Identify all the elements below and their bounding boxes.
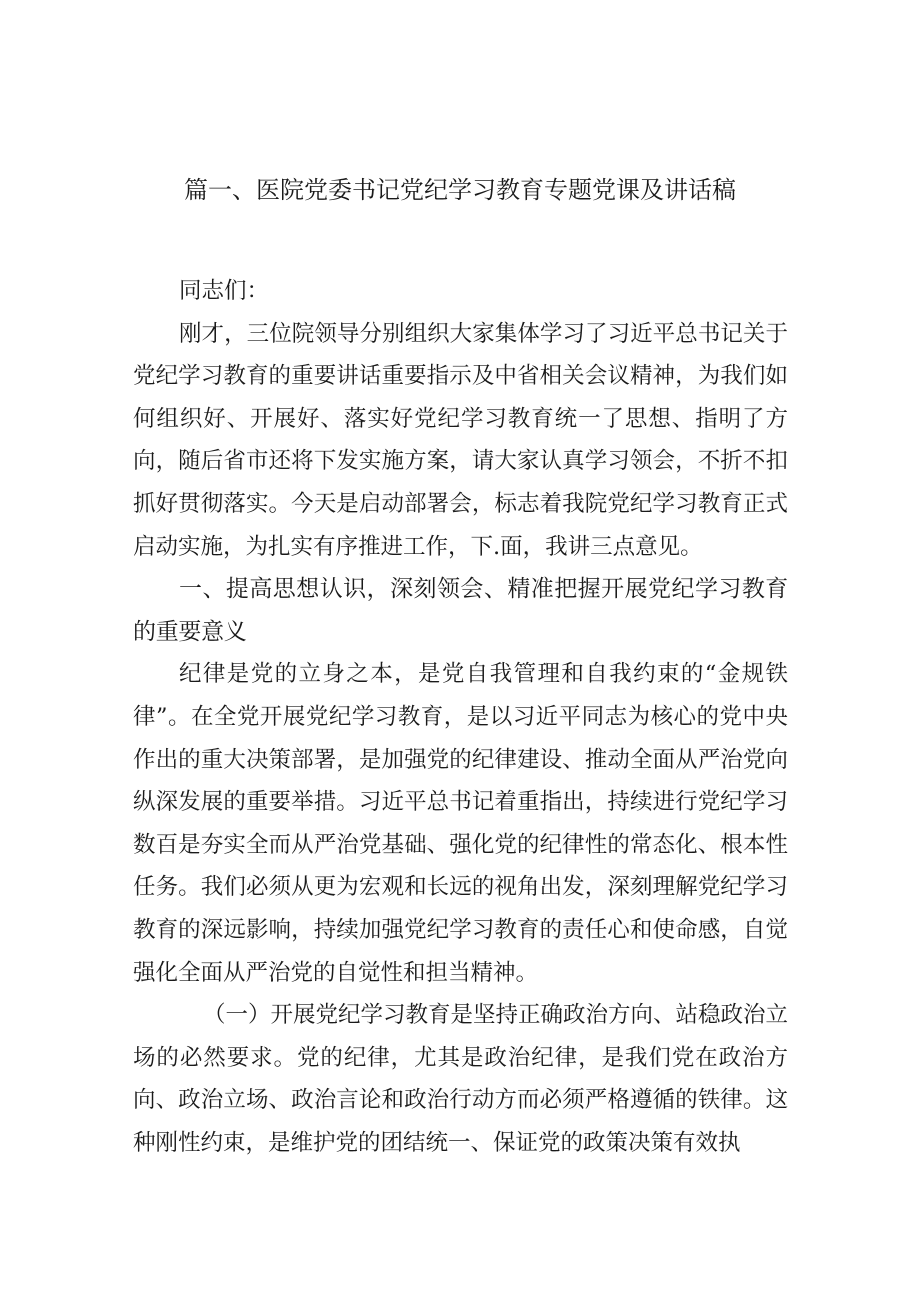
document-body	[133, 270, 788, 1164]
paragraph-opening: 刚才，三位院领导分别组织大家集体学习了习近平总书记关于党纪学习教育的重要讲话重要指示及中省相关会议精神，为我们如何组织好、开展好、落实好党纪学习教育统一了思想、指明了方向，随后省市还将下发实施方案，请大家认真学习领会，不折不扣抓好贯彻落实。今天是启动部署会，标志着我院党纪学习教育正式启动实施，为扎实有序推进工作，下.面，我讲三点意见。	[133, 320, 788, 560]
document-title: 篇一、医院党委书记党纪学习教育专题党课及讲话稿	[184, 176, 736, 204]
section-heading-1: 一、提高思想认识，深刻领会、精准把握开展党纪学习教育的重要意义	[133, 576, 788, 645]
paragraph-subsection-1: （一）开展党纪学习教育是坚持正确政治方向、站稳政治立场的必然要求。党的纪律，尤其是政治纪律，是我们党在政治方向、政治立场、政治言论和政治行动方而必须严格遵循的铁律。这种刚性约束，是维护党的团结统一、保证党的政策决策有效执	[133, 1002, 789, 1156]
salutation: 同志们：	[179, 278, 270, 304]
paragraph-discipline: 纪律是党的立身之本，是党自我管理和自我约束的“金规铁律”。在全党开展党纪学习教育，是以习近平同志为核心的党中央作出的重大决策部署，是加强党的纪律建设、推动全面从严治党向纵深发展的重要举措。习近平总书记着重指出，持续进行党纪学习数百是夯实全而从严治党基础、强化党的纪律性的常态化、根本性任务。我们必须从更为宏观和长远的视角出发，深刻理解党纪学习教育的深远影响，持续加强党纪学习教育的责任心和使命感，自觉强化全面从严治党的自觉性和担当精神。	[133, 661, 788, 986]
